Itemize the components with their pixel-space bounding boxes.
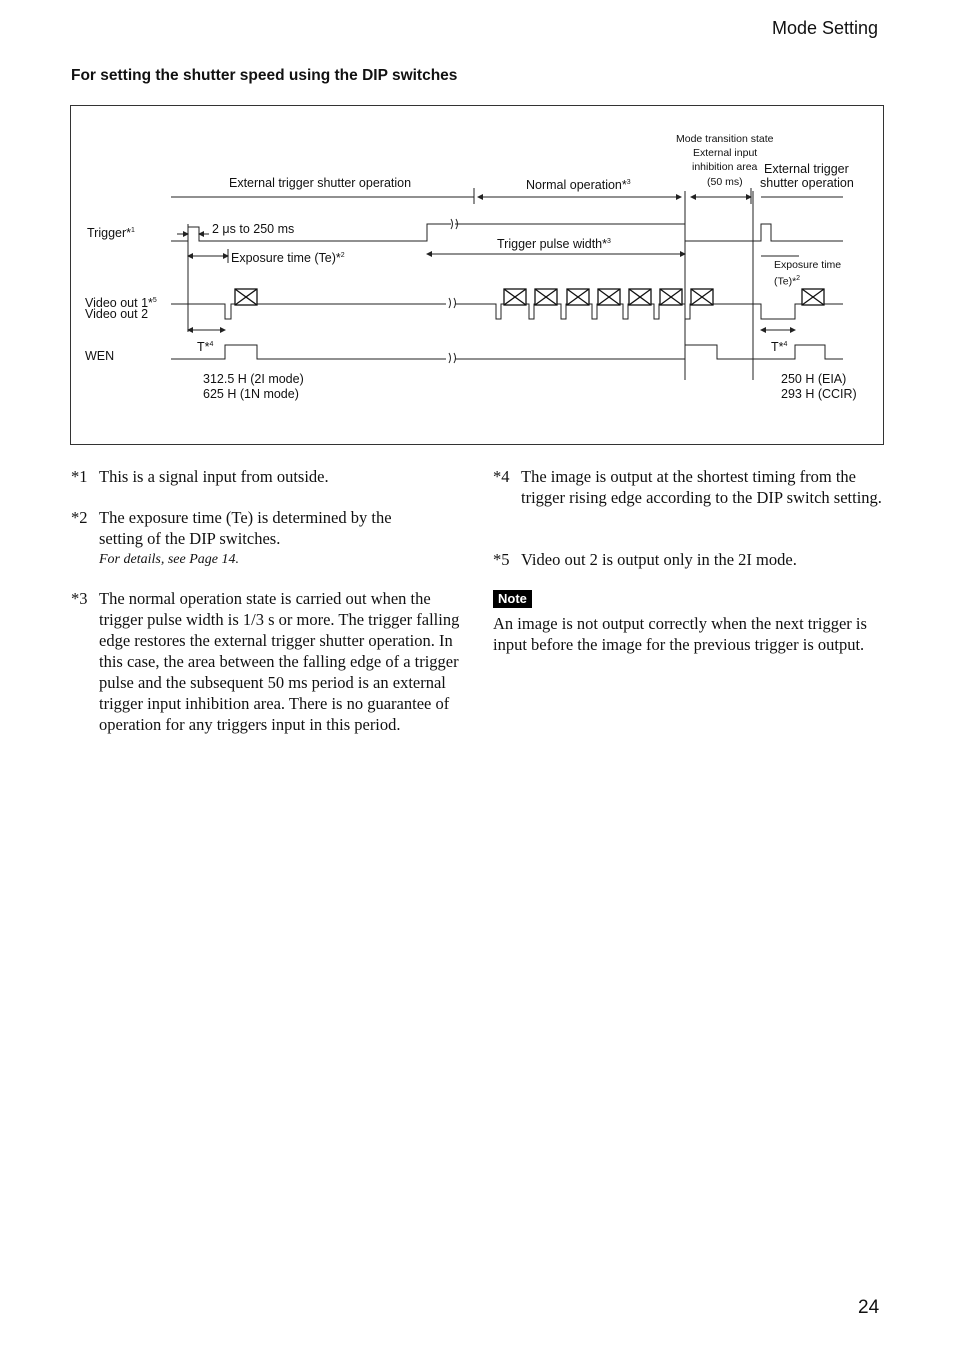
wen-label: WEN xyxy=(85,349,115,363)
page-header-title: Mode Setting xyxy=(772,18,879,38)
footnote-4-number: *4 xyxy=(493,467,510,486)
image-output-box xyxy=(802,289,824,305)
mode-transition-label: Mode transition state xyxy=(676,133,774,145)
exposure-time-label: Exposure time (Te)*$^2$ xyxy=(231,251,345,266)
footnote-1-text: This is a signal input from outside. xyxy=(99,467,329,486)
footnote-2-number: *2 xyxy=(71,508,88,527)
image-output-box xyxy=(691,289,713,305)
footnote-3-text: The normal operation state is carried out when the trigger pulse width is 1/3 s or more. The trigger falling edge restores the external trigger shutter operation. In this case, the area between the falling edge of a trigger pulse and the subsequent 50 ms period is an external trigger input inhibition area. There is no guarantee of operation for any triggers input in this period. xyxy=(99,589,460,734)
exposure-right-label-1: Exposure time xyxy=(774,259,842,271)
inhibition-label-1: External input xyxy=(693,147,758,159)
break-mark-video xyxy=(449,298,456,308)
ext-trigger-right-label-2: shutter operation xyxy=(760,176,854,190)
footnote-5 xyxy=(493,549,888,570)
break-mark-wen xyxy=(449,353,456,363)
pulse-range-label: 2 μs to 250 ms xyxy=(212,222,295,236)
section-heading: For setting the shutter speed using the DIP switches xyxy=(71,67,458,84)
timing-diagram xyxy=(70,105,884,445)
footnote-2-reference: For details, see Page 14. xyxy=(99,552,239,567)
page-number: 24 xyxy=(858,1297,880,1318)
h-left-label-1: 312.5 H (2I mode) xyxy=(203,372,304,386)
video-out-2-label: Video out 2 xyxy=(85,307,149,321)
t-left-label: T*$^4$ xyxy=(197,340,214,355)
h-left-label-2: 625 H (1N mode) xyxy=(203,387,299,401)
footnote-2 xyxy=(71,507,466,569)
trigger-pulse-width-label: Trigger pulse width*$^3$ xyxy=(497,237,611,252)
ext-trigger-right-label-1: External trigger xyxy=(764,162,849,176)
image-output-box xyxy=(235,289,257,305)
timing-diagram-graphics xyxy=(71,106,884,445)
exposure-right-label-2: (Te)*$^2$ xyxy=(774,275,801,288)
footnote-3-number: *3 xyxy=(71,589,88,608)
image-output-box xyxy=(660,289,682,305)
trigger-label: Trigger*$^1$ xyxy=(87,226,135,241)
image-output-box xyxy=(598,289,620,305)
image-output-box xyxy=(629,289,651,305)
image-output-box xyxy=(535,289,557,305)
ext-trigger-op-label: External trigger shutter operation xyxy=(229,176,412,190)
inhibition-label-2: inhibition area xyxy=(692,161,758,173)
footnote-4 xyxy=(493,466,888,530)
video-waveform-left xyxy=(171,304,446,319)
normal-op-label: Normal operation*$^3$ xyxy=(526,178,631,193)
footnote-1-number: *1 xyxy=(71,467,88,486)
h-right-label-2: 293 H (CCIR) xyxy=(781,387,857,401)
t-right-label: T*$^4$ xyxy=(771,340,788,355)
inhibition-label-3: (50 ms) xyxy=(707,176,743,188)
footnote-3 xyxy=(71,588,466,758)
video-waveform-right xyxy=(455,304,843,319)
image-output-box xyxy=(504,289,526,305)
footnote-5-text: Video out 2 is output only in the 2I mode. xyxy=(521,550,797,569)
h-right-label-1: 250 H (EIA) xyxy=(781,372,847,386)
footnote-1 xyxy=(71,466,466,487)
video-out-1-label: Video out 1*$^5$ xyxy=(85,296,157,311)
image-output-box xyxy=(567,289,589,305)
footnote-2-text: The exposure time (Te) is determined by the setting of the DIP switches. xyxy=(99,508,392,548)
note-badge: Note xyxy=(493,590,532,608)
note-text: An image is not output correctly when the next trigger is input before the image for the previous trigger is output. xyxy=(493,614,867,654)
footnote-4-text: The image is output at the shortest timing from the trigger rising edge according to the DIP switch setting. xyxy=(521,467,882,507)
footnote-5-number: *5 xyxy=(493,550,510,569)
